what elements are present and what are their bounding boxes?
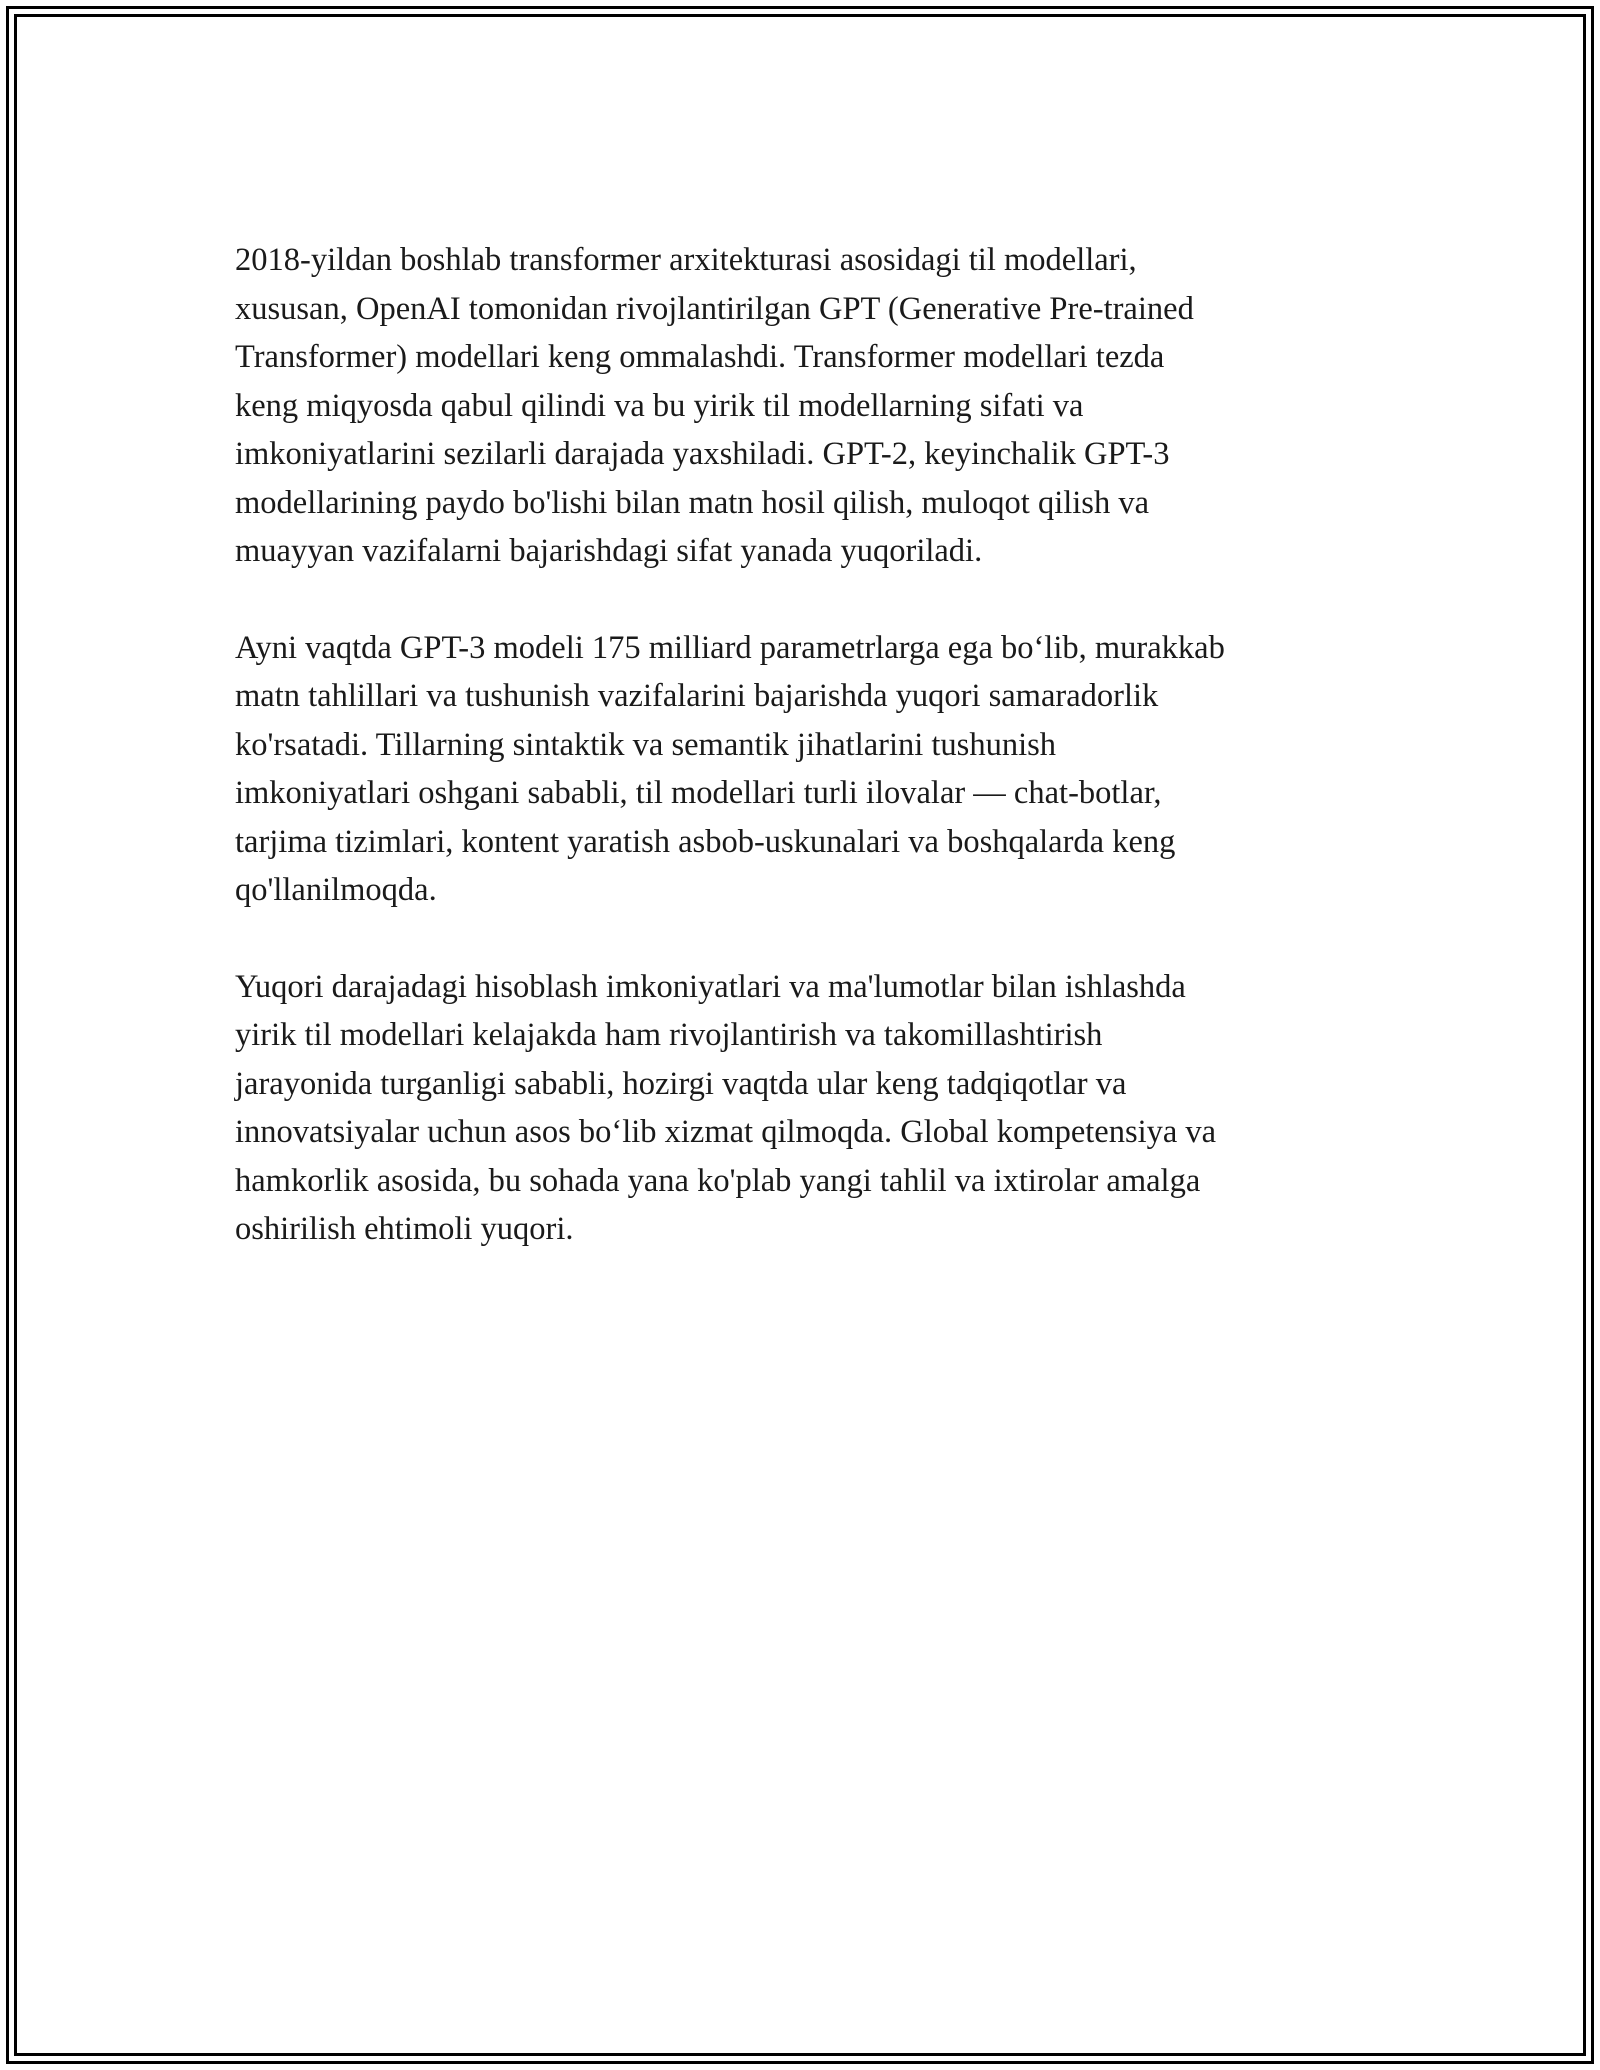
paragraph-3: Yuqori darajadagi hisoblash imkoniyatlari va ma'lumotlar bilan ishlashda yirik til modellari kelajakda ham rivojlantirish va takomillashtirish jarayonida turganligi sababli, hozirgi vaqtda ular keng tadqiqotlar va innovatsiyalar uchun asos bo‘lib xizmat qilmoqda. Global kompetensiya va hamkorlik asosida, bu sohada yana ko'plab yangi tahlil va ixtirolar amalga oshirilish ehtimoli yuqori.	[235, 968, 1217, 1247]
document-body	[235, 236, 1385, 1302]
paragraph-1: 2018-yildan boshlab transformer arxitekturasi asosidagi til modellari, xususan, OpenAI tomonidan rivojlantirilgan GPT (Generative Pre-trained Transformer) modellari keng ommalashdi. Transformer modellari tezda keng miqyosda qabul qilindi va bu yirik til modellarning sifati va imkoniyatlarini sezilarli darajada yaxshiladi. GPT-2, keyinchalik GPT-3 modellarining paydo bo'lishi bilan matn hosil qilish, muloqot qilish va muayyan vazifalarni bajarishdagi sifat yanada yuqoriladi.	[235, 242, 1194, 569]
paragraph-2: Ayni vaqtda GPT-3 modeli 175 milliard parametrlarga ega bo‘lib, murakkab matn tahlillari va tushunish vazifalarini bajarishda yuqori samaradorlik ko'rsatadi. Tillarning sintaktik va semantik jihatlarini tushunish imkoniyatlari oshgani sababli, til modellari turli ilovalar — chat-botlar, tarjima tizimlari, kontent yaratish asbob-uskunalari va boshqalarda keng qo'llanilmoqda.	[235, 629, 1225, 908]
